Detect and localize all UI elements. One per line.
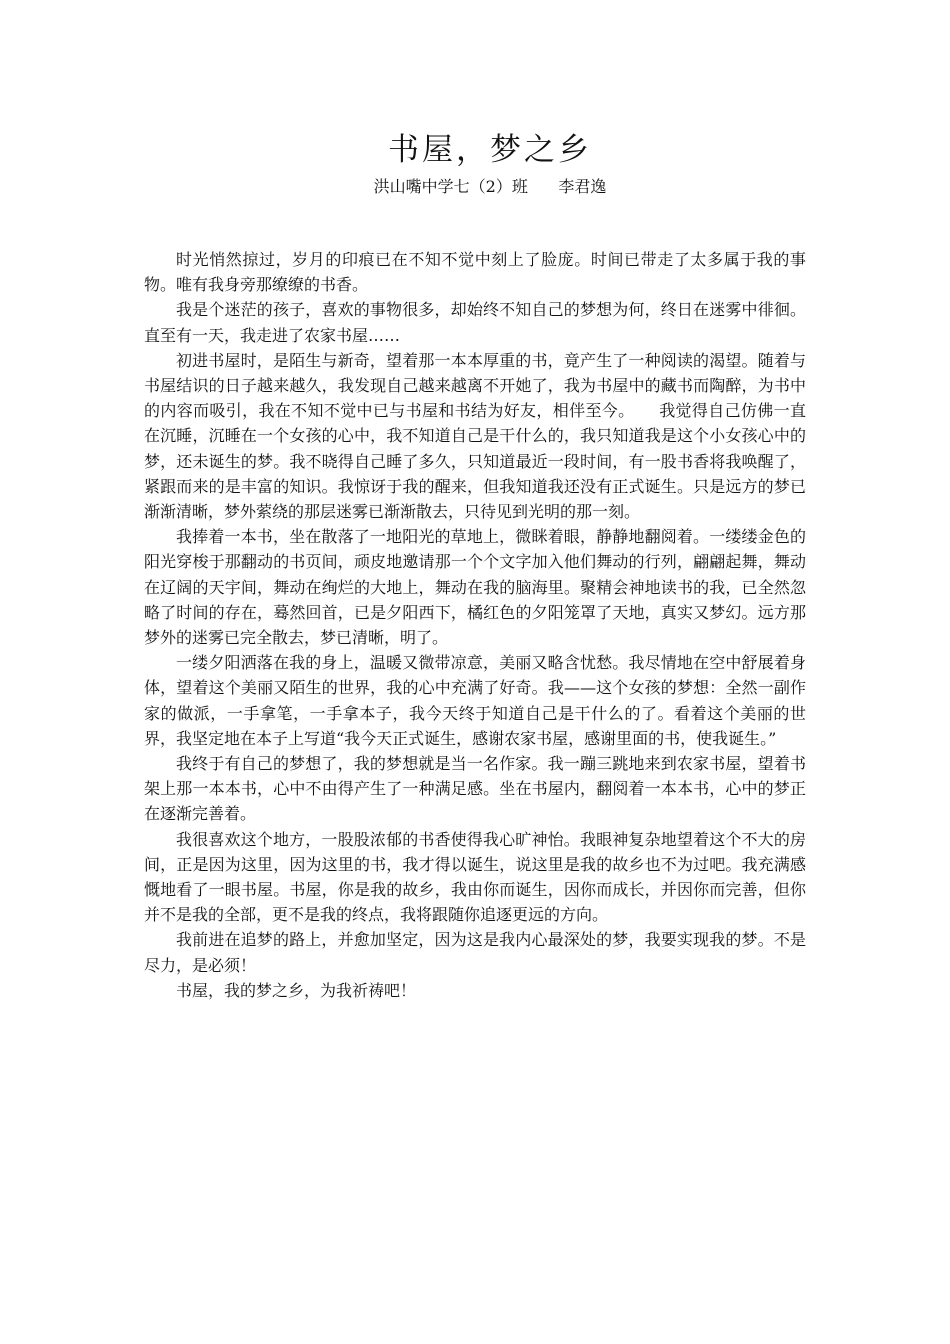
paragraph: 我是个迷茫的孩子，喜欢的事物很多，却始终不知自己的梦想为何，终日在迷雾中徘徊。直至有一天，我走进了农家书屋…… bbox=[144, 300, 806, 345]
paragraph: 初进书屋时，是陌生与新奇，望着那一本本厚重的书，竟产生了一种阅读的渴望。随着与书屋结识的日子越来越久，我发现自己越来越离不开她了，我为书屋中的藏书而陶醉，为书中的内容而吸引，我在不知不觉中已与书屋和书结为好友，相伴至今。 我觉得自己仿佛一直在沉睡，沉睡在一个女孩的心中，我不知道自己是干什么的，我只知道我是这个小女孩心中的梦，还未诞生的梦。我不晓得自己睡了多久，只知道最近一段时间，有一股书香将我唤醒了，紧跟而来的是丰富的知识。我惊讶于我的醒来，但我知道我还没有正式诞生。只是远方的梦已渐渐清晰，梦外萦绕的那层迷雾已渐渐散去，只待见到光明的那一刻。 bbox=[144, 350, 806, 522]
paragraph: 我终于有自己的梦想了，我的梦想就是当一名作家。我一蹦三跳地来到农家书屋，望着书架上那一本本书，心中不由得产生了一种满足感。坐在书屋内，翻阅着一本本书，心中的梦正在逐渐完善着。 bbox=[144, 754, 806, 824]
paragraph: 我很喜欢这个地方，一股股浓郁的书香使得我心旷神怡。我眼神复杂地望着这个不大的房间，正是因为这里，因为这里的书，我才得以诞生，说这里是我的故乡也不为过吧。我充满感慨地看了一眼书屋。书屋，你是我的故乡，我由你而诞生，因你而成长，并因你而完善，但你并不是我的全部，更不是我的终点，我将跟随你追逐更远的方向。 bbox=[144, 829, 806, 925]
paragraph: 一缕夕阳洒落在我的身上，温暖又微带凉意，美丽又略含忧愁。我尽情地在空中舒展着身体，望着这个美丽又陌生的世界，我的心中充满了好奇。我——这个女孩的梦想：全然一副作家的做派，一手拿笔，一手拿本子，我今天终于知道自己是干什么的了。看着这个美丽的世界，我坚定地在本子上写道“我今天正式诞生，感谢农家书屋，感谢里面的书，使我诞生。” bbox=[144, 653, 806, 748]
paragraph: 时光悄然掠过，岁月的印痕已在不知不觉中刻上了脸庞。时间已带走了太多属于我的事物。唯有我身旁那缭缭的书香。 bbox=[144, 250, 806, 295]
document-title: 书屋，梦之乡 bbox=[388, 132, 592, 168]
paragraph: 我捧着一本书，坐在散落了一地阳光的草地上，微眯着眼，静静地翻阅着。一缕缕金色的阳光穿梭于那翻动的书页间，顽皮地邀请那一个个文字加入他们舞动的行列，翩翩起舞，舞动在辽阔的天宇间，舞动在绚烂的大地上，舞动在我的脑海里。聚精会神地读书的我，已全然忽略了时间的存在，蓦然回首，已是夕阳西下，橘红色的夕阳笼罩了天地，真实又梦幻。远方那梦外的迷雾已完全散去，梦已清晰，明了。 bbox=[144, 527, 806, 648]
author-byline: 洪山嘴中学七（2）班 李君逸 bbox=[373, 177, 607, 196]
paragraph: 书屋，我的梦之乡，为我祈祷吧！ bbox=[176, 980, 417, 1000]
document-body bbox=[144, 247, 806, 1003]
paragraph: 我前进在追梦的路上，并愈加坚定，因为这是我内心最深处的梦，我要实现我的梦。不是尽力，是必须！ bbox=[144, 930, 806, 975]
